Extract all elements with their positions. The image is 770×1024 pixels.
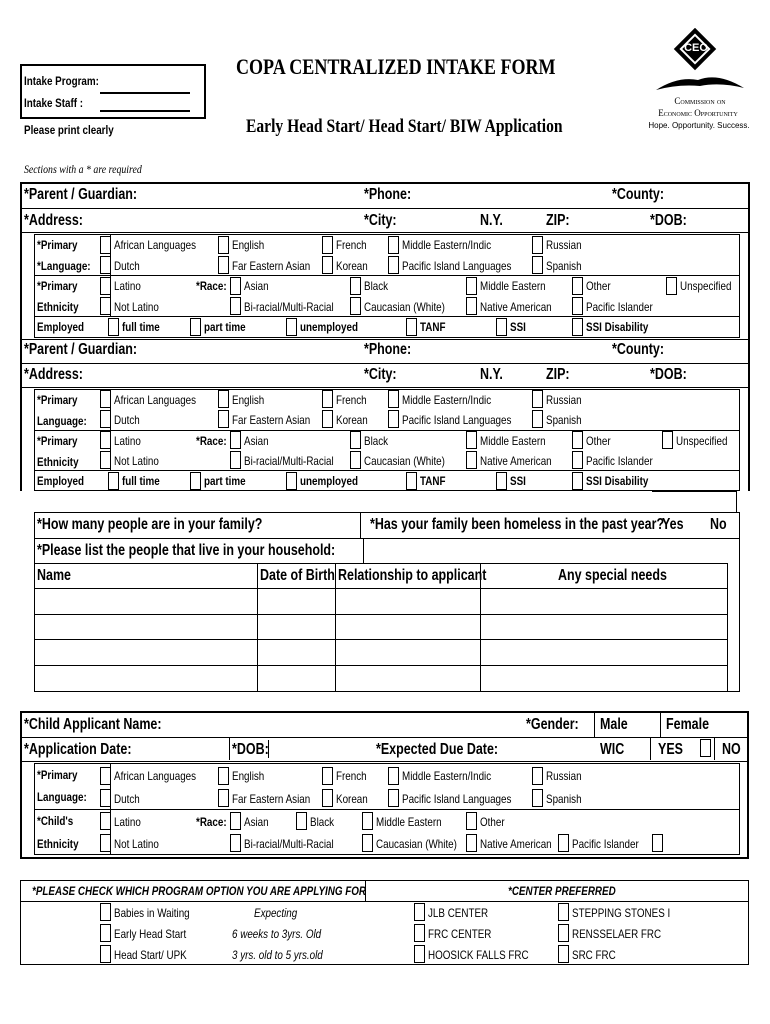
program-ehs-age: 6 weeks to 3yrs. Old (232, 927, 322, 941)
parent1-state: N.Y. (480, 212, 503, 229)
parent1-dob-label: *DOB: (650, 212, 687, 229)
p1-race-label: *Race: (196, 279, 227, 293)
page-subtitle: Early Head Start/ Head Start/ BIW Application (246, 116, 563, 137)
p2-notlatino-label: Not Latino (114, 454, 159, 468)
intake-staff-field[interactable] (100, 110, 190, 112)
p2-primary-label: *Primary (37, 393, 78, 407)
p2-mideast-checkbox[interactable] (466, 431, 477, 449)
p1-parttime-label: part time (204, 320, 246, 334)
p1-african-checkbox[interactable] (100, 236, 111, 254)
p2-unemployed-checkbox[interactable] (286, 472, 297, 490)
c-caucasian-label: Caucasian (White) (376, 837, 457, 851)
p1-biracial-checkbox[interactable] (230, 297, 241, 315)
c-pacific-lang-label: Pacific Island Languages (402, 792, 512, 806)
p1-unspecified-checkbox[interactable] (666, 277, 677, 295)
p1-dutch-label: Dutch (114, 259, 140, 273)
parent1-city-label: *City: (364, 212, 397, 229)
c-pacific-label: Pacific Islander (572, 837, 639, 851)
center-jlb-label: JLB CENTER (428, 906, 489, 920)
center-hoosick-checkbox[interactable] (414, 945, 425, 963)
p2-dutch-label: Dutch (114, 413, 140, 427)
p1-asian-checkbox[interactable] (230, 277, 241, 295)
c-spanish-label: Spanish (546, 792, 582, 806)
p1-spanish-checkbox[interactable] (532, 256, 543, 274)
p2-biracial-checkbox[interactable] (230, 451, 241, 469)
p1-mideast-checkbox[interactable] (466, 277, 477, 295)
p1-fareast-label: Far Eastern Asian (232, 259, 311, 273)
parent2-zip-label: ZIP: (546, 366, 570, 383)
wic-yes-checkbox[interactable] (700, 739, 711, 757)
p2-unemployed-label: unemployed (300, 474, 358, 488)
program-ehs-label: Early Head Start (114, 927, 187, 941)
p1-pacific-lang-label: Pacific Island Languages (402, 259, 512, 273)
c-russian-label: Russian (546, 769, 582, 783)
parent1-zip-label: ZIP: (546, 212, 570, 229)
p2-ethnicity-label: Ethnicity (37, 455, 79, 469)
c-caucasian-checkbox[interactable] (362, 834, 373, 852)
household-list-label: *Please list the people that live in your household: (37, 542, 336, 559)
wic-label: WIC (600, 741, 625, 758)
center-src-label: SRC FRC (572, 948, 616, 962)
p1-ssidis-label: SSI Disability (586, 320, 649, 334)
p1-latino-label: Latino (114, 279, 141, 293)
c-dutch-checkbox[interactable] (100, 789, 111, 807)
p1-ssi-checkbox[interactable] (496, 318, 507, 336)
c-pacific-end-box[interactable] (652, 834, 663, 852)
c-latino-label: Latino (114, 815, 141, 829)
p2-spanish-checkbox[interactable] (532, 410, 543, 428)
p2-russian-label: Russian (546, 393, 582, 407)
homeless-yes[interactable]: Yes (662, 516, 684, 533)
p2-asian-label: Asian (244, 434, 269, 448)
c-biracial-label: Bi-racial/Multi-Racial (244, 837, 334, 851)
homeless-question: *Has your family been homeless in the past year? (370, 516, 665, 533)
p1-dutch-checkbox[interactable] (100, 256, 111, 274)
p2-ssidis-checkbox[interactable] (572, 472, 583, 490)
p1-primary-eth-label: *Primary (37, 279, 78, 293)
c-notlatino-label: Not Latino (114, 837, 159, 851)
center-frc-checkbox[interactable] (414, 924, 425, 942)
p1-english-checkbox[interactable] (218, 236, 229, 254)
child-dob-label: *DOB: (232, 741, 269, 758)
p1-african-label: African Languages (114, 238, 197, 252)
p2-mideast-label: Middle Eastern (480, 434, 546, 448)
p1-latino-checkbox[interactable] (100, 277, 111, 295)
c-korean-label: Korean (336, 792, 368, 806)
c-black-checkbox[interactable] (296, 812, 307, 830)
parent1-guardian-label: *Parent / Guardian: (24, 186, 138, 203)
parent2-guardian-label: *Parent / Guardian: (24, 341, 138, 358)
due-date-label: *Expected Due Date: (376, 741, 499, 758)
child-gender-label: *Gender: (526, 716, 579, 733)
p2-mideast-indic-checkbox[interactable] (388, 390, 399, 408)
p2-asian-checkbox[interactable] (230, 431, 241, 449)
p1-other-checkbox[interactable] (572, 277, 583, 295)
page-title: COPA CENTRALIZED INTAKE FORM (236, 54, 556, 79)
c-dutch-label: Dutch (114, 792, 140, 806)
frame-right (748, 182, 750, 491)
p2-notlatino-checkbox[interactable] (100, 451, 111, 469)
p1-notlatino-checkbox[interactable] (100, 297, 111, 315)
c-latino-checkbox[interactable] (100, 812, 111, 830)
table-row[interactable] (35, 666, 727, 691)
parent2-city-label: *City: (364, 366, 397, 383)
child-name-label: *Child Applicant Name: (24, 716, 162, 733)
program-ehs-checkbox[interactable] (100, 924, 111, 942)
child-ethnicity-label: Ethnicity (37, 837, 79, 851)
p1-pacific-checkbox[interactable] (572, 297, 583, 315)
p1-biracial-label: Bi-racial/Multi-Racial (244, 300, 334, 314)
p2-caucasian-label: Caucasian (White) (364, 454, 445, 468)
p1-pacific-lang-checkbox[interactable] (388, 256, 399, 274)
p1-ssi-label: SSI (510, 320, 526, 334)
p2-unspecified-checkbox[interactable] (662, 431, 673, 449)
p1-language-label: *Language: (37, 259, 91, 273)
center-rensselaer-label: RENSSELAER FRC (572, 927, 662, 941)
ceo-logo-icon (648, 28, 748, 98)
p1-french-label: French (336, 238, 367, 252)
p2-native-label: Native American (480, 454, 552, 468)
application-date-label: *Application Date: (24, 741, 132, 758)
child-childs-label: *Child's (37, 814, 74, 828)
p2-spanish-label: Spanish (546, 413, 582, 427)
c-mideast-indic-label: Middle Eastern/Indic (402, 769, 492, 783)
p1-employed-label: Employed (37, 320, 85, 334)
c-african-checkbox[interactable] (100, 767, 111, 785)
p1-primary-label: *Primary (37, 238, 78, 252)
p1-mideast-label: Middle Eastern (480, 279, 546, 293)
c-other-checkbox[interactable] (466, 812, 477, 830)
p1-russian-label: Russian (546, 238, 582, 252)
wic-no[interactable]: NO (722, 741, 741, 758)
p2-tanf-label: TANF (420, 474, 446, 488)
c-french-checkbox[interactable] (322, 767, 333, 785)
ceo-logo-line1: Commission on (674, 96, 726, 106)
ceo-logo-tagline: Hope. Opportunity. Success. (648, 121, 750, 130)
parent2-county-label: *County: (612, 341, 664, 358)
p2-ssi-checkbox[interactable] (496, 472, 507, 490)
family-size-question: *How many people are in your family? (37, 516, 263, 533)
p1-native-checkbox[interactable] (466, 297, 477, 315)
p1-french-checkbox[interactable] (322, 236, 333, 254)
p2-ssidis-label: SSI Disability (586, 474, 649, 488)
p1-spanish-label: Spanish (546, 259, 582, 273)
p1-unspecified-label: Unspecified (680, 279, 732, 293)
parent1-county-label: *County: (612, 186, 664, 203)
p2-employed-label: Employed (37, 474, 85, 488)
p1-unemployed-label: unemployed (300, 320, 358, 334)
p1-unemployed-checkbox[interactable] (286, 318, 297, 336)
frame-left (20, 182, 22, 491)
p2-african-checkbox[interactable] (100, 390, 111, 408)
p2-english-checkbox[interactable] (218, 390, 229, 408)
p1-pacific-label: Pacific Islander (586, 300, 653, 314)
p2-english-label: English (232, 393, 265, 407)
p2-fareast-checkbox[interactable] (218, 410, 229, 428)
col-name: Name (37, 567, 71, 584)
child-primary-label: *Primary (37, 768, 78, 782)
p2-russian-checkbox[interactable] (532, 390, 543, 408)
c-spanish-checkbox[interactable] (532, 789, 543, 807)
p2-korean-label: Korean (336, 413, 368, 427)
c-african-label: African Languages (114, 769, 197, 783)
p2-latino-checkbox[interactable] (100, 431, 111, 449)
parent1-phone-label: *Phone: (364, 186, 412, 203)
p2-other-label: Other (586, 434, 611, 448)
c-asian-label: Asian (244, 815, 269, 829)
p1-ssidis-checkbox[interactable] (572, 318, 583, 336)
c-biracial-checkbox[interactable] (230, 834, 241, 852)
p1-parttime-checkbox[interactable] (190, 318, 201, 336)
p2-tanf-checkbox[interactable] (406, 472, 417, 490)
p1-mideast-indic-label: Middle Eastern/Indic (402, 238, 492, 252)
gender-female[interactable]: Female (666, 716, 710, 733)
center-rensselaer-checkbox[interactable] (558, 924, 569, 942)
p2-pacific-label: Pacific Islander (586, 454, 653, 468)
p1-ethnicity-label: Ethnicity (37, 300, 79, 314)
ceo-logo-line2: Economic Opportunity (658, 108, 738, 118)
center-frc-label: FRC CENTER (428, 927, 492, 941)
c-other-label: Other (480, 815, 505, 829)
col-special-needs: Any special needs (558, 567, 667, 584)
p1-tanf-label: TANF (420, 320, 446, 334)
c-russian-checkbox[interactable] (532, 767, 543, 785)
p1-fulltime-label: full time (122, 320, 160, 334)
p2-fulltime-checkbox[interactable] (108, 472, 119, 490)
center-header: *CENTER PREFERRED (508, 884, 616, 898)
p2-native-checkbox[interactable] (466, 451, 477, 469)
frame-top (20, 182, 749, 184)
p1-korean-label: Korean (336, 259, 368, 273)
c-mideast-label: Middle Eastern (376, 815, 442, 829)
p1-tanf-checkbox[interactable] (406, 318, 417, 336)
p1-mideast-indic-checkbox[interactable] (388, 236, 399, 254)
col-dob: Date of Birth (260, 567, 335, 584)
p2-pacific-lang-label: Pacific Island Languages (402, 413, 512, 427)
center-src-checkbox[interactable] (558, 945, 569, 963)
p2-biracial-label: Bi-racial/Multi-Racial (244, 454, 334, 468)
intake-staff-label: Intake Staff : (24, 96, 84, 110)
p2-latino-label: Latino (114, 434, 141, 448)
p2-korean-checkbox[interactable] (322, 410, 333, 428)
p2-dutch-checkbox[interactable] (100, 410, 111, 428)
homeless-no[interactable]: No (710, 516, 727, 533)
c-pacific-lang-checkbox[interactable] (388, 789, 399, 807)
c-mideast-checkbox[interactable] (362, 812, 373, 830)
p2-black-label: Black (364, 434, 389, 448)
program-biw-label: Babies in Waiting (114, 906, 190, 920)
p1-english-label: English (232, 238, 265, 252)
c-notlatino-checkbox[interactable] (100, 834, 111, 852)
c-asian-checkbox[interactable] (230, 812, 241, 830)
program-biw-checkbox[interactable] (100, 903, 111, 921)
c-pacific-checkbox[interactable] (558, 834, 569, 852)
p2-race-label: *Race: (196, 434, 227, 448)
p1-notlatino-label: Not Latino (114, 300, 159, 314)
p2-unspecified-label: Unspecified (676, 434, 728, 448)
p1-korean-checkbox[interactable] (322, 256, 333, 274)
p2-pacific-checkbox[interactable] (572, 451, 583, 469)
c-fareast-checkbox[interactable] (218, 789, 229, 807)
p2-fulltime-label: full time (122, 474, 160, 488)
center-stepping-checkbox[interactable] (558, 903, 569, 921)
p1-other-label: Other (586, 279, 611, 293)
c-mideast-indic-checkbox[interactable] (388, 767, 399, 785)
table-row[interactable] (35, 640, 727, 664)
parent2-dob-label: *DOB: (650, 366, 687, 383)
intake-program-field[interactable] (100, 92, 190, 94)
c-english-checkbox[interactable] (218, 767, 229, 785)
p1-russian-checkbox[interactable] (532, 236, 543, 254)
p1-fareast-checkbox[interactable] (218, 256, 229, 274)
center-hoosick-label: HOOSICK FALLS FRC (428, 948, 529, 962)
parent1-address-label: *Address: (24, 212, 83, 229)
p2-mideast-indic-label: Middle Eastern/Indic (402, 393, 492, 407)
required-note: Sections with a * are required (24, 162, 142, 176)
ceo-logo-mark: CEO (684, 42, 708, 54)
p2-ssi-label: SSI (510, 474, 526, 488)
c-korean-checkbox[interactable] (322, 789, 333, 807)
p1-black-label: Black (364, 279, 389, 293)
table-row[interactable] (35, 589, 727, 613)
center-stepping-label: STEPPING STONES I (572, 906, 671, 920)
p2-caucasian-checkbox[interactable] (350, 451, 361, 469)
p2-primary-eth-label: *Primary (37, 434, 78, 448)
please-print-note: Please print clearly (24, 123, 114, 137)
p2-other-checkbox[interactable] (572, 431, 583, 449)
p1-caucasian-label: Caucasian (White) (364, 300, 445, 314)
p1-black-checkbox[interactable] (350, 277, 361, 295)
p1-caucasian-checkbox[interactable] (350, 297, 361, 315)
center-jlb-checkbox[interactable] (414, 903, 425, 921)
parent2-phone-label: *Phone: (364, 341, 412, 358)
p2-pacific-lang-checkbox[interactable] (388, 410, 399, 428)
intake-program-label: Intake Program: (24, 74, 99, 88)
wic-yes[interactable]: YES (658, 741, 683, 758)
p1-fulltime-checkbox[interactable] (108, 318, 119, 336)
p2-african-label: African Languages (114, 393, 197, 407)
c-native-checkbox[interactable] (466, 834, 477, 852)
p2-fareast-label: Far Eastern Asian (232, 413, 311, 427)
table-row[interactable] (35, 615, 727, 639)
gender-male[interactable]: Male (600, 716, 628, 733)
p2-black-checkbox[interactable] (350, 431, 361, 449)
parent2-state: N.Y. (480, 366, 503, 383)
child-language-label: Language: (37, 790, 87, 804)
program-biw-age: Expecting (254, 906, 298, 920)
p1-native-label: Native American (480, 300, 552, 314)
c-black-label: Black (310, 815, 335, 829)
program-hs-label: Head Start/ UPK (114, 948, 187, 962)
c-native-label: Native American (480, 837, 552, 851)
p1-asian-label: Asian (244, 279, 269, 293)
p2-parttime-checkbox[interactable] (190, 472, 201, 490)
col-relationship: Relationship to applicant (338, 567, 487, 584)
ceo-logo (648, 28, 748, 138)
c-fareast-label: Far Eastern Asian (232, 792, 311, 806)
program-hs-age: 3 yrs. old to 5 yrs.old (232, 948, 323, 962)
program-hs-checkbox[interactable] (100, 945, 111, 963)
parent2-address-label: *Address: (24, 366, 83, 383)
c-french-label: French (336, 769, 367, 783)
p2-french-label: French (336, 393, 367, 407)
c-race-label: *Race: (196, 815, 227, 829)
p2-parttime-label: part time (204, 474, 246, 488)
p2-language-label: Language: (37, 414, 87, 428)
c-english-label: English (232, 769, 265, 783)
program-header: *PLEASE CHECK WHICH PROGRAM OPTION YOU ARE APPLYING FOR (32, 884, 367, 898)
p2-french-checkbox[interactable] (322, 390, 333, 408)
